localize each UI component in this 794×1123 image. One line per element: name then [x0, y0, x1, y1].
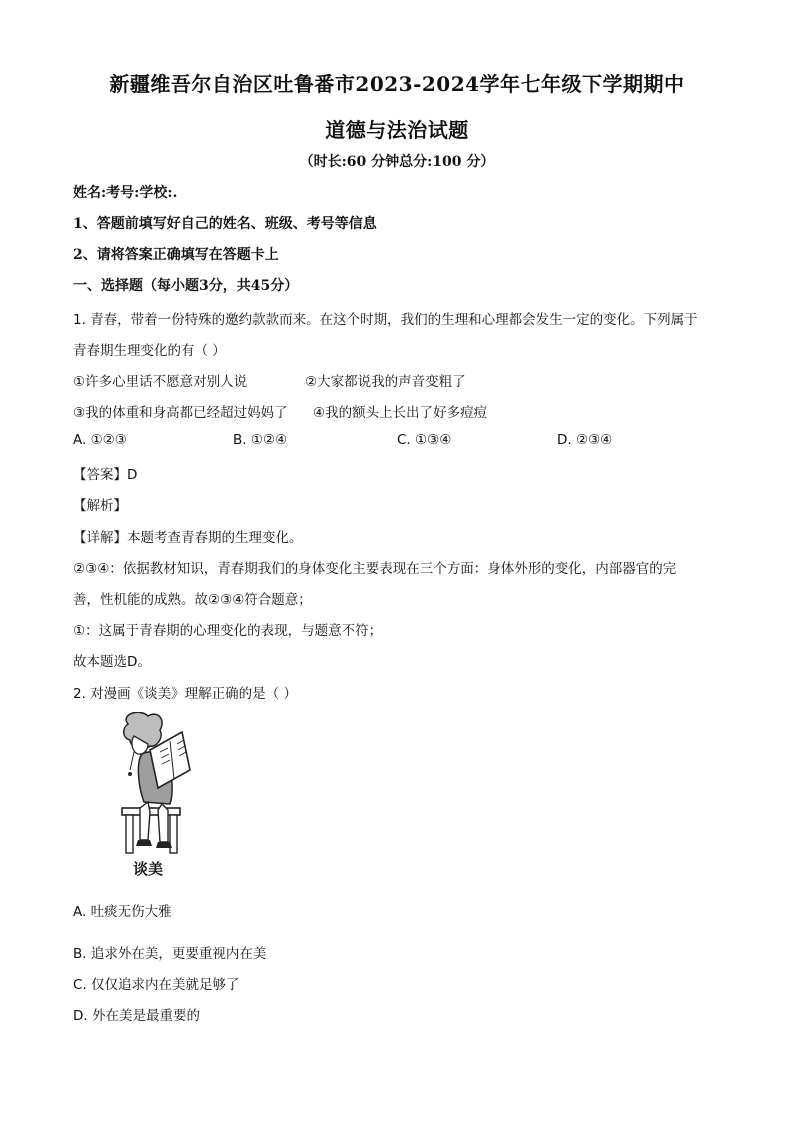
q1-detail-line2: ②③④：依据教材知识，青春期我们的身体变化主要表现在三个方面：身体外形的变化，内部器官的完 [73, 561, 677, 577]
instruction-item-2: 2、请将答案正确填写在答题卡上 [73, 247, 279, 263]
q1-statement-4: ④我的额头上长出了好多痘痘 [313, 405, 488, 421]
q2-option-a: A. 吐痰无伤大雅 [73, 904, 172, 920]
answer-tag: 【答案】 [73, 467, 127, 483]
analysis-tag: 【解析】 [73, 498, 127, 514]
cartoon-caption: 谈美 [133, 860, 164, 878]
q1-statement-1: ①许多心里话不愿意对别人说 [73, 374, 248, 390]
exam-meta: （时长:60 分钟总分:100 分） [299, 154, 495, 170]
q1-option-a: A. ①②③ [73, 432, 127, 448]
q2-option-c: C. 仅仅追求内在美就足够了 [73, 977, 240, 993]
q1-option-d: D. ②③④ [557, 432, 613, 448]
q1-detail-line4: ①：这属于青春期的心理变化的表现，与题意不符； [73, 623, 383, 639]
q1-option-c: C. ①③④ [397, 432, 452, 448]
q1-detail-line1: 【详解】本题考查青春期的生理变化。 [73, 530, 303, 546]
q1-analysis-tag-line [73, 494, 733, 514]
document-title-line1: 新疆维吾尔自治区吐鲁番市2023-2024学年七年级下学期期中 [109, 72, 685, 96]
section-title: 一、选择题（每小题3分，共45分） [73, 278, 299, 294]
q1-statement-2: ②大家都说我的声音变粗了 [305, 374, 466, 390]
q1-detail-line3: 善，性机能的成熟。故②③④符合题意； [73, 592, 312, 608]
q2-option-d: D. 外在美是最重要的 [73, 1008, 200, 1024]
instruction-item-1: 1、答题前填写好自己的姓名、班级、考号等信息 [73, 216, 377, 232]
q1-option-b: B. ①②④ [233, 432, 288, 448]
q1-statement-3: ③我的体重和身高都已经超过妈妈了 [73, 405, 288, 421]
document-title-line2: 道德与法治试题 [325, 118, 469, 142]
q1-stem-line2: 青春期生理变化的有（ ） [73, 343, 226, 359]
q1-answer-line [73, 463, 733, 483]
q1-stem-line1: 1. 青春，带着一份特殊的邀约款款而来。在这个时期，我们的生理和心理都会发生一定的变化。下列属于 [73, 312, 698, 328]
q1-detail-line5: 故本题选D。 [73, 654, 151, 670]
student-info-line: 姓名:考号:学校:. [73, 185, 178, 201]
answer-value: D [127, 467, 138, 483]
cartoon-image [100, 712, 210, 882]
q2-stem: 2. 对漫画《谈美》理解正确的是（ ） [73, 686, 297, 702]
q2-option-b: B. 追求外在美，更要重视内在美 [73, 946, 267, 962]
